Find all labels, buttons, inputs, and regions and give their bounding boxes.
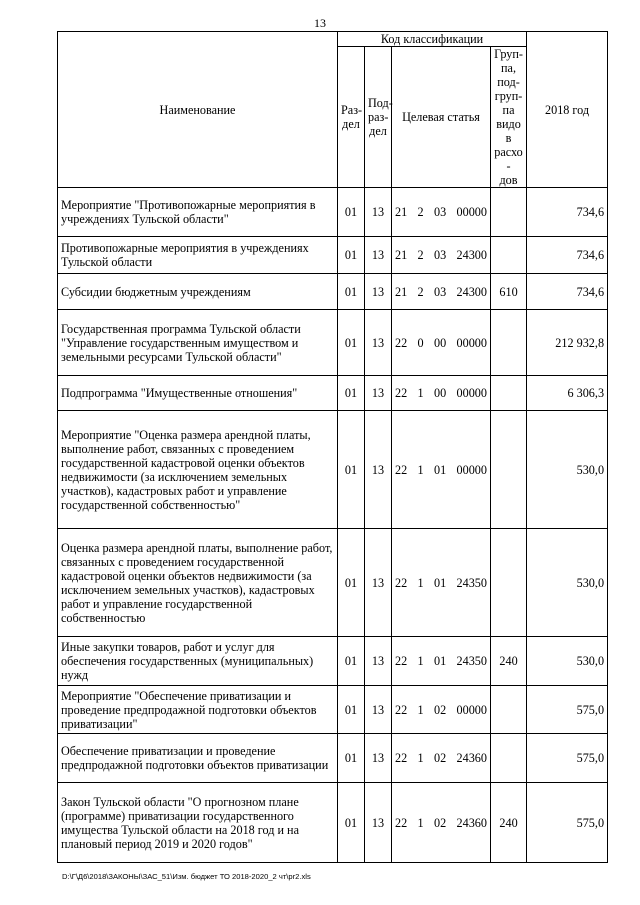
row-name: Противопожарные мероприятия в учреждениях Тульской области xyxy=(58,237,338,274)
table-row xyxy=(58,376,608,411)
row-target-article: 22 1 01 24350 xyxy=(392,529,491,637)
table-row xyxy=(58,274,608,310)
table-row xyxy=(58,734,608,783)
row-target-article: 22 1 00 00000 xyxy=(392,376,491,411)
row-section: 01 xyxy=(338,274,365,310)
page-number: 13 xyxy=(314,16,326,30)
row-amount: 734,6 xyxy=(527,188,608,237)
row-target-article: 21 2 03 24300 xyxy=(392,237,491,274)
row-expense-group xyxy=(491,237,527,274)
row-amount: 530,0 xyxy=(527,637,608,686)
row-subsection: 13 xyxy=(365,310,392,376)
row-amount: 734,6 xyxy=(527,237,608,274)
row-subsection: 13 xyxy=(365,237,392,274)
row-expense-group: 240 xyxy=(491,637,527,686)
row-subsection: 13 xyxy=(365,376,392,411)
row-subsection: 13 xyxy=(365,188,392,237)
table-row xyxy=(58,686,608,734)
row-section: 01 xyxy=(338,637,365,686)
row-subsection: 13 xyxy=(365,783,392,863)
row-name: Подпрограмма "Имущественные отношения" xyxy=(58,376,338,411)
header-expense-group: Груп- па, под- груп- па видов расхо- дов xyxy=(491,47,527,188)
row-name: Обеспечение приватизации и проведение предпродажной подготовки объектов приватизации xyxy=(58,734,338,783)
table-row xyxy=(58,411,608,529)
row-name: Оценка размера арендной платы, выполнение работ, связанных с проведением государственной кадастровой оценки объектов недвижимости (за исключением земельных участков), кадастровых работ и управление государственной собственностью xyxy=(58,529,338,637)
file-path-footer: D:\Г\Д6\2018\ЗАКОНЫ\ЗАС_51\Изм. бюджет ТО 2018-2020_2 чт\pr2.xls xyxy=(62,872,311,881)
row-name: Субсидии бюджетным учреждениям xyxy=(58,274,338,310)
row-subsection: 13 xyxy=(365,686,392,734)
row-target-article: 21 2 03 00000 xyxy=(392,188,491,237)
row-target-article: 22 1 01 24350 xyxy=(392,637,491,686)
table-row xyxy=(58,637,608,686)
row-expense-group: 610 xyxy=(491,274,527,310)
row-expense-group xyxy=(491,411,527,529)
row-amount: 212 932,8 xyxy=(527,310,608,376)
row-subsection: 13 xyxy=(365,637,392,686)
row-amount: 530,0 xyxy=(527,529,608,637)
row-name: Мероприятие "Обеспечение приватизации и проведение предпродажной подготовки объектов приватизации" xyxy=(58,686,338,734)
header-classification-code: Код классификации xyxy=(338,32,527,47)
row-amount: 530,0 xyxy=(527,411,608,529)
row-section: 01 xyxy=(338,734,365,783)
row-section: 01 xyxy=(338,237,365,274)
header-section: Раз- дел xyxy=(338,47,365,188)
row-subsection: 13 xyxy=(365,274,392,310)
row-amount: 6 306,3 xyxy=(527,376,608,411)
row-target-article: 22 0 00 00000 xyxy=(392,310,491,376)
row-subsection: 13 xyxy=(365,529,392,637)
header-name: Наименование xyxy=(58,32,338,188)
row-subsection: 13 xyxy=(365,411,392,529)
row-target-article: 21 2 03 24300 xyxy=(392,274,491,310)
row-section: 01 xyxy=(338,310,365,376)
row-amount: 575,0 xyxy=(527,734,608,783)
row-target-article: 22 1 01 00000 xyxy=(392,411,491,529)
row-target-article: 22 1 02 24360 xyxy=(392,734,491,783)
row-section: 01 xyxy=(338,376,365,411)
row-expense-group xyxy=(491,188,527,237)
row-target-article: 22 1 02 24360 xyxy=(392,783,491,863)
header-target-article: Целевая статья xyxy=(392,47,491,188)
budget-table xyxy=(57,31,608,863)
row-section: 01 xyxy=(338,529,365,637)
row-target-article: 22 1 02 00000 xyxy=(392,686,491,734)
row-name: Иные закупки товаров, работ и услуг для обеспечения государственных (муниципальных) нужд xyxy=(58,637,338,686)
row-subsection: 13 xyxy=(365,734,392,783)
row-expense-group: 240 xyxy=(491,783,527,863)
row-expense-group xyxy=(491,734,527,783)
row-name: Государственная программа Тульской области "Управление государственным имуществом и земельными ресурсами Тульской области" xyxy=(58,310,338,376)
row-section: 01 xyxy=(338,411,365,529)
header-year: 2018 год xyxy=(527,32,608,188)
row-expense-group xyxy=(491,686,527,734)
row-expense-group xyxy=(491,529,527,637)
row-section: 01 xyxy=(338,686,365,734)
row-amount: 575,0 xyxy=(527,686,608,734)
row-amount: 734,6 xyxy=(527,274,608,310)
header-subsection: Под- раз- дел xyxy=(365,47,392,188)
row-name: Мероприятие "Оценка размера арендной платы, выполнение работ, связанных с проведением государственной кадастровой оценки объектов недвижимости (за исключением земельных участков), кадастровых работ и управление государственной собственностью" xyxy=(58,411,338,529)
row-name: Закон Тульской области "О прогнозном плане (программе) приватизации государственного имущества Тульской области на 2018 год и на плановый период 2019 и 2020 годов" xyxy=(58,783,338,863)
table-row xyxy=(58,529,608,637)
row-expense-group xyxy=(491,310,527,376)
table-row xyxy=(58,783,608,863)
row-section: 01 xyxy=(338,783,365,863)
table-row xyxy=(58,237,608,274)
table-row xyxy=(58,188,608,237)
row-amount: 575,0 xyxy=(527,783,608,863)
row-name: Мероприятие "Противопожарные мероприятия в учреждениях Тульской области" xyxy=(58,188,338,237)
table-row xyxy=(58,310,608,376)
row-expense-group xyxy=(491,376,527,411)
row-section: 01 xyxy=(338,188,365,237)
